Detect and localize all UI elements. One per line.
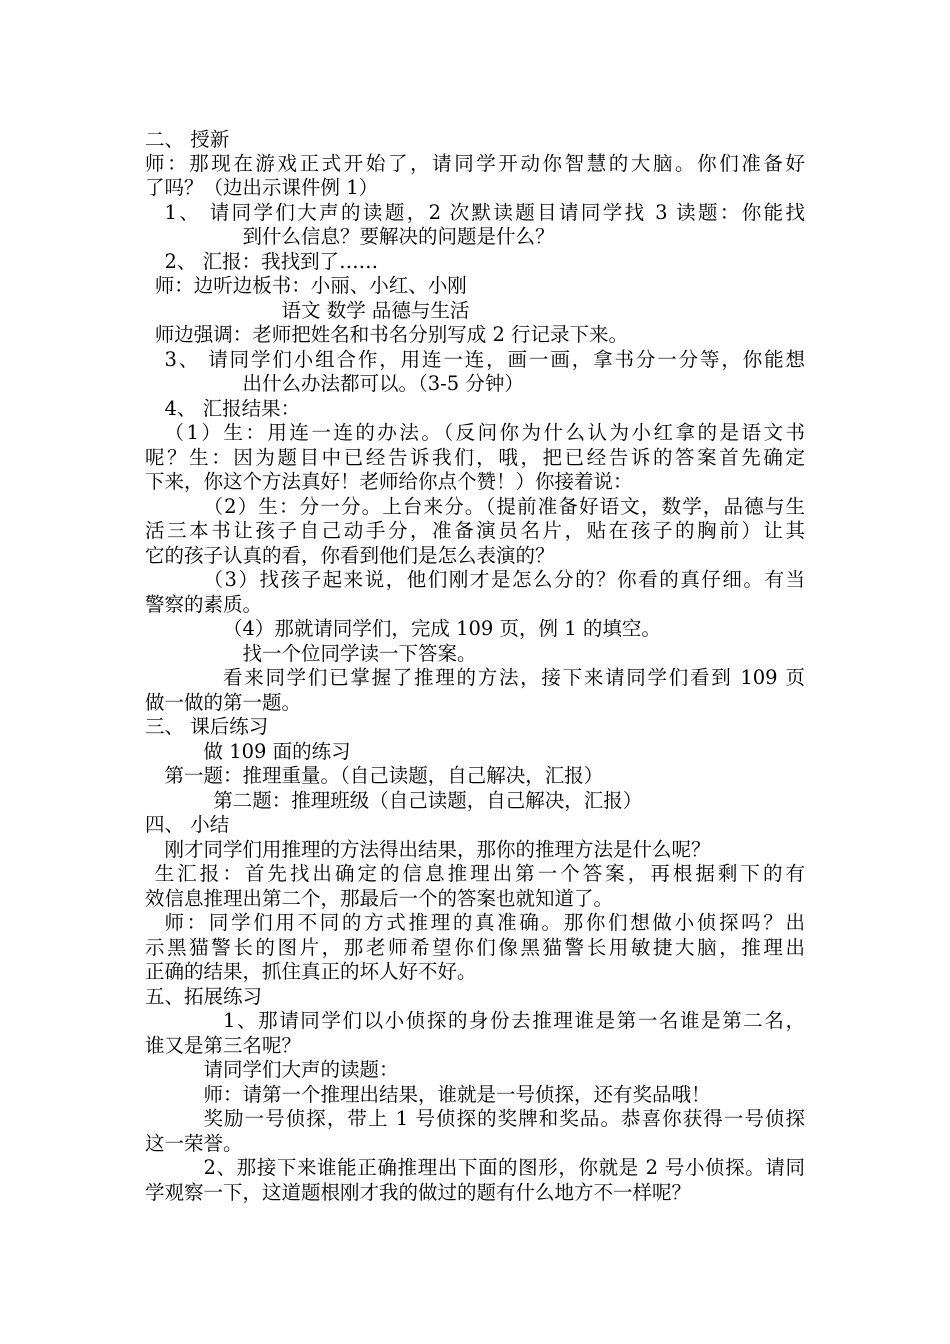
paragraph-line: 呢？生：因为题目中已经告诉我们，哦，把已经告诉的答案首先确定	[145, 446, 805, 469]
paragraph-line: 师：边听边板书：小丽、小红、小刚	[154, 274, 467, 297]
paragraph-line: 请同学们大声的读题：	[203, 1058, 399, 1081]
list-item-line: 3、 请同学们小组合作，用连一连，画一画，拿书分一分等，你能想	[164, 348, 805, 371]
section-heading: 五、拓展练习	[145, 985, 263, 1008]
paragraph-line: 做 109 面的练习	[203, 740, 351, 763]
paragraph-line: 师边强调：老师把姓名和书名分别写成 2 行记录下来。	[154, 323, 629, 346]
list-item-line: 出什么办法都可以。（3-5 分钟）	[242, 372, 524, 395]
paragraph-line: （1）生：用连一连的办法。（反问你为什么认为小红拿的是语文书	[164, 421, 805, 444]
paragraph-line: 第二题：推理班级（自己读题，自己解决，汇报）	[213, 789, 643, 812]
paragraph-line: 效信息推理出第二个，那最后一个的答案也就知道了。	[145, 887, 614, 910]
paragraph-line: （4）那就请同学们，完成 109 页，例 1 的填空。	[223, 617, 661, 640]
paragraph-line: 第一题：推理重量。（自己读题，自己解决，汇报）	[164, 764, 604, 787]
paragraph-line: 它的孩子认真的看，你看到他们是怎么表演的？	[145, 544, 555, 567]
paragraph-line: （3）找孩子起来说，他们刚才是怎么分的？你看的真仔细。有当	[203, 568, 805, 591]
paragraph-line: 谁又是第三名呢？	[145, 1034, 302, 1057]
paragraph-line: 这一荣誉。	[145, 1132, 243, 1155]
section-heading: 二、 授新	[145, 128, 230, 151]
list-item-line: 到什么信息？要解决的问题是什么？	[242, 225, 555, 248]
section-heading: 三、 课后练习	[145, 715, 269, 738]
paragraph-line: 师：同学们用不同的方式推理的真准确。那你们想做小侦探吗？出	[164, 911, 805, 934]
paragraph-line: 警察的素质。	[145, 593, 263, 616]
paragraph-line: 语文 数学 品德与生活	[281, 299, 470, 322]
paragraph-line: 师：那现在游戏正式开始了，请同学开动你智慧的大脑。你们准备好	[145, 152, 805, 175]
list-item-line: 2、 汇报：我找到了……	[164, 250, 379, 273]
paragraph-line: （2）生：分一分。上台来分。（提前准备好语文，数学，品德与生	[203, 495, 805, 518]
paragraph-line: 2、那接下来谁能正确推理出下面的图形，你就是 2 号小侦探。请同	[203, 1156, 805, 1179]
paragraph-line: 看来同学们已掌握了推理的方法，接下来请同学们看到 109 页	[223, 666, 805, 689]
paragraph-line: 1、那请同学们以小侦探的身份去推理谁是第一名谁是第二名，	[223, 1009, 805, 1032]
paragraph-line: 师：请第一个推理出结果，谁就是一号侦探，还有奖品哦！	[203, 1083, 711, 1106]
paragraph-line: 了吗？（边出示课件例 1）	[145, 176, 379, 199]
paragraph-line: 活三本书让孩子自己动手分，准备演员名片，贴在孩子的胸前）让其	[145, 519, 805, 542]
list-item-line: 4、 汇报结果：	[164, 397, 301, 420]
paragraph-line: 做一做的第一题。	[145, 691, 302, 714]
paragraph-line: 正确的结果，抓住真正的坏人好不好。	[145, 960, 477, 983]
paragraph-line: 学观察一下，这道题根刚才我的做过的题有什么地方不一样呢？	[145, 1181, 692, 1204]
list-item-line: 1、 请同学们大声的读题，2 次默读题目请同学找 3 读题：你能找	[164, 201, 805, 224]
paragraph-line: 生汇报：首先找出确定的信息推理出第一个答案，再根据剩下的有	[154, 862, 805, 885]
paragraph-line: 奖励一号侦探，带上 1 号侦探的奖牌和奖品。恭喜你获得一号侦探	[203, 1107, 805, 1130]
paragraph-line: 下来，你这个方法真好！老师给你点个赞！）你接着说：	[145, 470, 633, 493]
paragraph-line: 找一个位同学读一下答案。	[242, 642, 477, 665]
paragraph-line: 刚才同学们用推理的方法得出结果，那你的推理方法是什么呢？	[164, 838, 711, 861]
section-heading: 四、 小结	[145, 813, 230, 836]
paragraph-line: 示黑猫警长的图片，那老师希望你们像黑猫警长用敏捷大脑，推理出	[145, 936, 805, 959]
